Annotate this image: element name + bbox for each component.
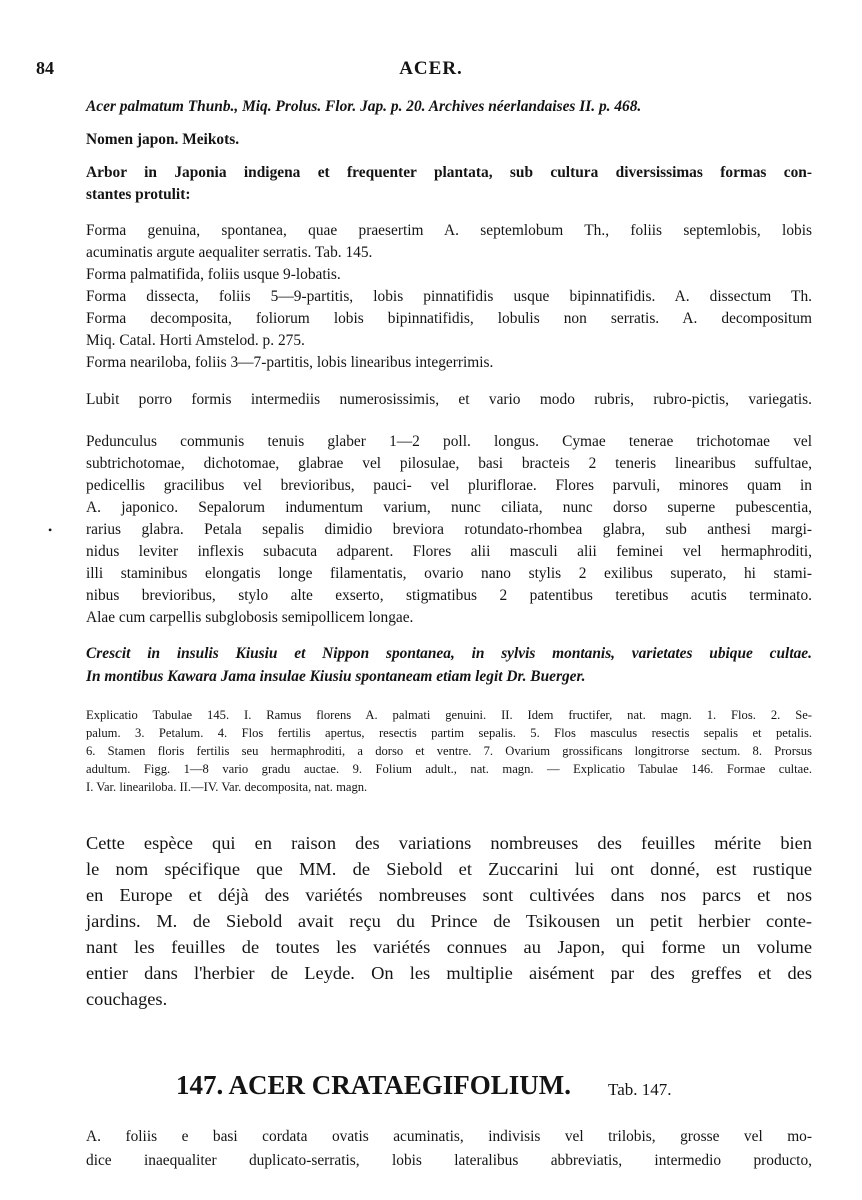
margin-bullet: • [48, 523, 53, 537]
explicatio-line: Explicatio Tabulae 145. I. Ramus florens A. palmati genuini. II. Idem fructifer, nat. magn. 1. Flos. 2. Se- [86, 708, 812, 722]
arbor-line: stantes protulit: [86, 186, 191, 203]
description-line: nibus brevioribus, stylo alte exserto, stigmatibus 2 patentibus teretibus acutis terminato. [86, 587, 812, 604]
explicatio-line: 6. Stamen floris fertilis seu hermaphroditi, a dorso et ventre. 7. Ovarium grossificans longitrorse sectum. 8. Prorsus [86, 744, 812, 758]
crescit-line: In montibus Kawara Jama insulae Kiusiu spontaneam etiam legit Dr. Buerger. [86, 668, 586, 685]
species-line: A. foliis e basi cordata ovatis acuminatis, indivisis vel trilobis, grosse vel mo- [86, 1128, 812, 1145]
description-line: A. japonico. Sepalorum indumentum varium, nunc ciliata, nunc dorso superne pubescentia, [86, 499, 812, 516]
french-line: Cette espèce qui en raison des variations nombreuses des feuilles mérite bien [86, 833, 812, 853]
description-line: nidus leviter inflexis subacuta adparent. Flores alii masculi alii feminei vel hermaphroditi, [86, 543, 812, 560]
citation-line: Acer palmatum Thunb., Miq. Prolus. Flor. Jap. p. 20. Archives néerlandaises II. p. 468. [86, 98, 642, 115]
forma-line: Forma palmatifida, foliis usque 9-lobatis. [86, 266, 341, 283]
description-line: rarius glabra. Petala sepalis dimidio breviora rotundato-rhombea glabra, sub anthesi margi- [86, 521, 812, 538]
description-line: pedicellis gracilibus vel brevioribus, pauci- vel pluriflorae. Flores parvuli, minores quam in [86, 477, 812, 494]
page-header [36, 58, 826, 82]
description-line: subtrichotomae, dichotomae, glabrae vel pilosulae, basi bracteis 2 teneris linearibus suffultae, [86, 455, 812, 472]
lubit-line: Lubit porro formis intermediis numerosissimis, et vario modo rubris, rubro-pictis, variegatis. [86, 391, 812, 408]
forma-line: acuminatis argute aequaliter serratis. Tab. 145. [86, 244, 373, 261]
nomen-line: Nomen japon. Meikots. [86, 131, 240, 148]
french-line: entier dans l'herbier de Leyde. On les multiplie aisément par des greffes et des [86, 963, 812, 983]
running-head: ACER. [399, 58, 463, 79]
forma-line: Miq. Catal. Horti Amstelod. p. 275. [86, 332, 305, 349]
description-line: Pedunculus communis tenuis glaber 1—2 poll. longus. Cymae tenerae trichotomae vel [86, 433, 812, 450]
explicatio-line: I. Var. lineariloba. II.—IV. Var. decomposita, nat. magn. [86, 780, 368, 794]
explicatio-line: palum. 3. Petalum. 4. Flos fertilis apertus, resectis partim sepalis. 5. Flos masculus resectis sepalis et petalis. [86, 726, 812, 740]
forma-line: Forma dissecta, foliis 5—9-partitis, lobis pinnatifidis usque bipinnatifidis. A. dissectum Th. [86, 288, 812, 305]
forma-line: Forma genuina, spontanea, quae praesertim A. septemlobum Th., foliis septemlobis, lobis [86, 222, 812, 239]
species-heading: 147. ACER CRATAEGIFOLIUM. [176, 1070, 572, 1100]
french-line: couchages. [86, 989, 168, 1009]
forma-line: Forma decomposita, foliorum lobis bipinnatifidis, lobulis non serratis. A. decompositum [86, 310, 812, 327]
species-title [86, 1070, 812, 1110]
arbor-line: Arbor in Japonia indigena et frequenter plantata, sub cultura diversissimas formas con- [86, 164, 812, 181]
description-line: illi staminibus elongatis longe filamentatis, ovario nano stylis 2 exilibus superato, hi stami- [86, 565, 812, 582]
page-number: 84 [36, 58, 54, 78]
french-line: en Europe et déjà des variétés nombreuses sont cultivées dans nos parcs et nos [86, 885, 812, 905]
forma-line: Forma neariloba, foliis 3—7-partitis, lobis linearibus integerrimis. [86, 354, 494, 371]
description-line: Alae cum carpellis subglobosis semipollicem longae. [86, 609, 414, 626]
species-line: dice inaequaliter duplicato-serratis, lobis lateralibus abbreviatis, intermedio producto, [86, 1152, 812, 1169]
french-line: le nom spécifique que MM. de Siebold et Zuccarini lui ont donné, est rustique [86, 859, 812, 879]
french-line: jardins. M. de Siebold avait reçu du Prince de Tsikousen un petit herbier conte- [86, 911, 812, 931]
french-line: nant les feuilles de toutes les variétés connues au Japon, qui forme un volume [86, 937, 812, 957]
plate-reference: Tab. 147. [608, 1080, 672, 1099]
crescit-line: Crescit in insulis Kiusiu et Nippon spontanea, in sylvis montanis, varietates ubique cultae. [86, 645, 812, 662]
explicatio-line: adultum. Figg. 1—8 vario gradu auctae. 9. Folium adult., nat. magn. — Explicatio Tabulae 146. Formae cultae. [86, 762, 812, 776]
